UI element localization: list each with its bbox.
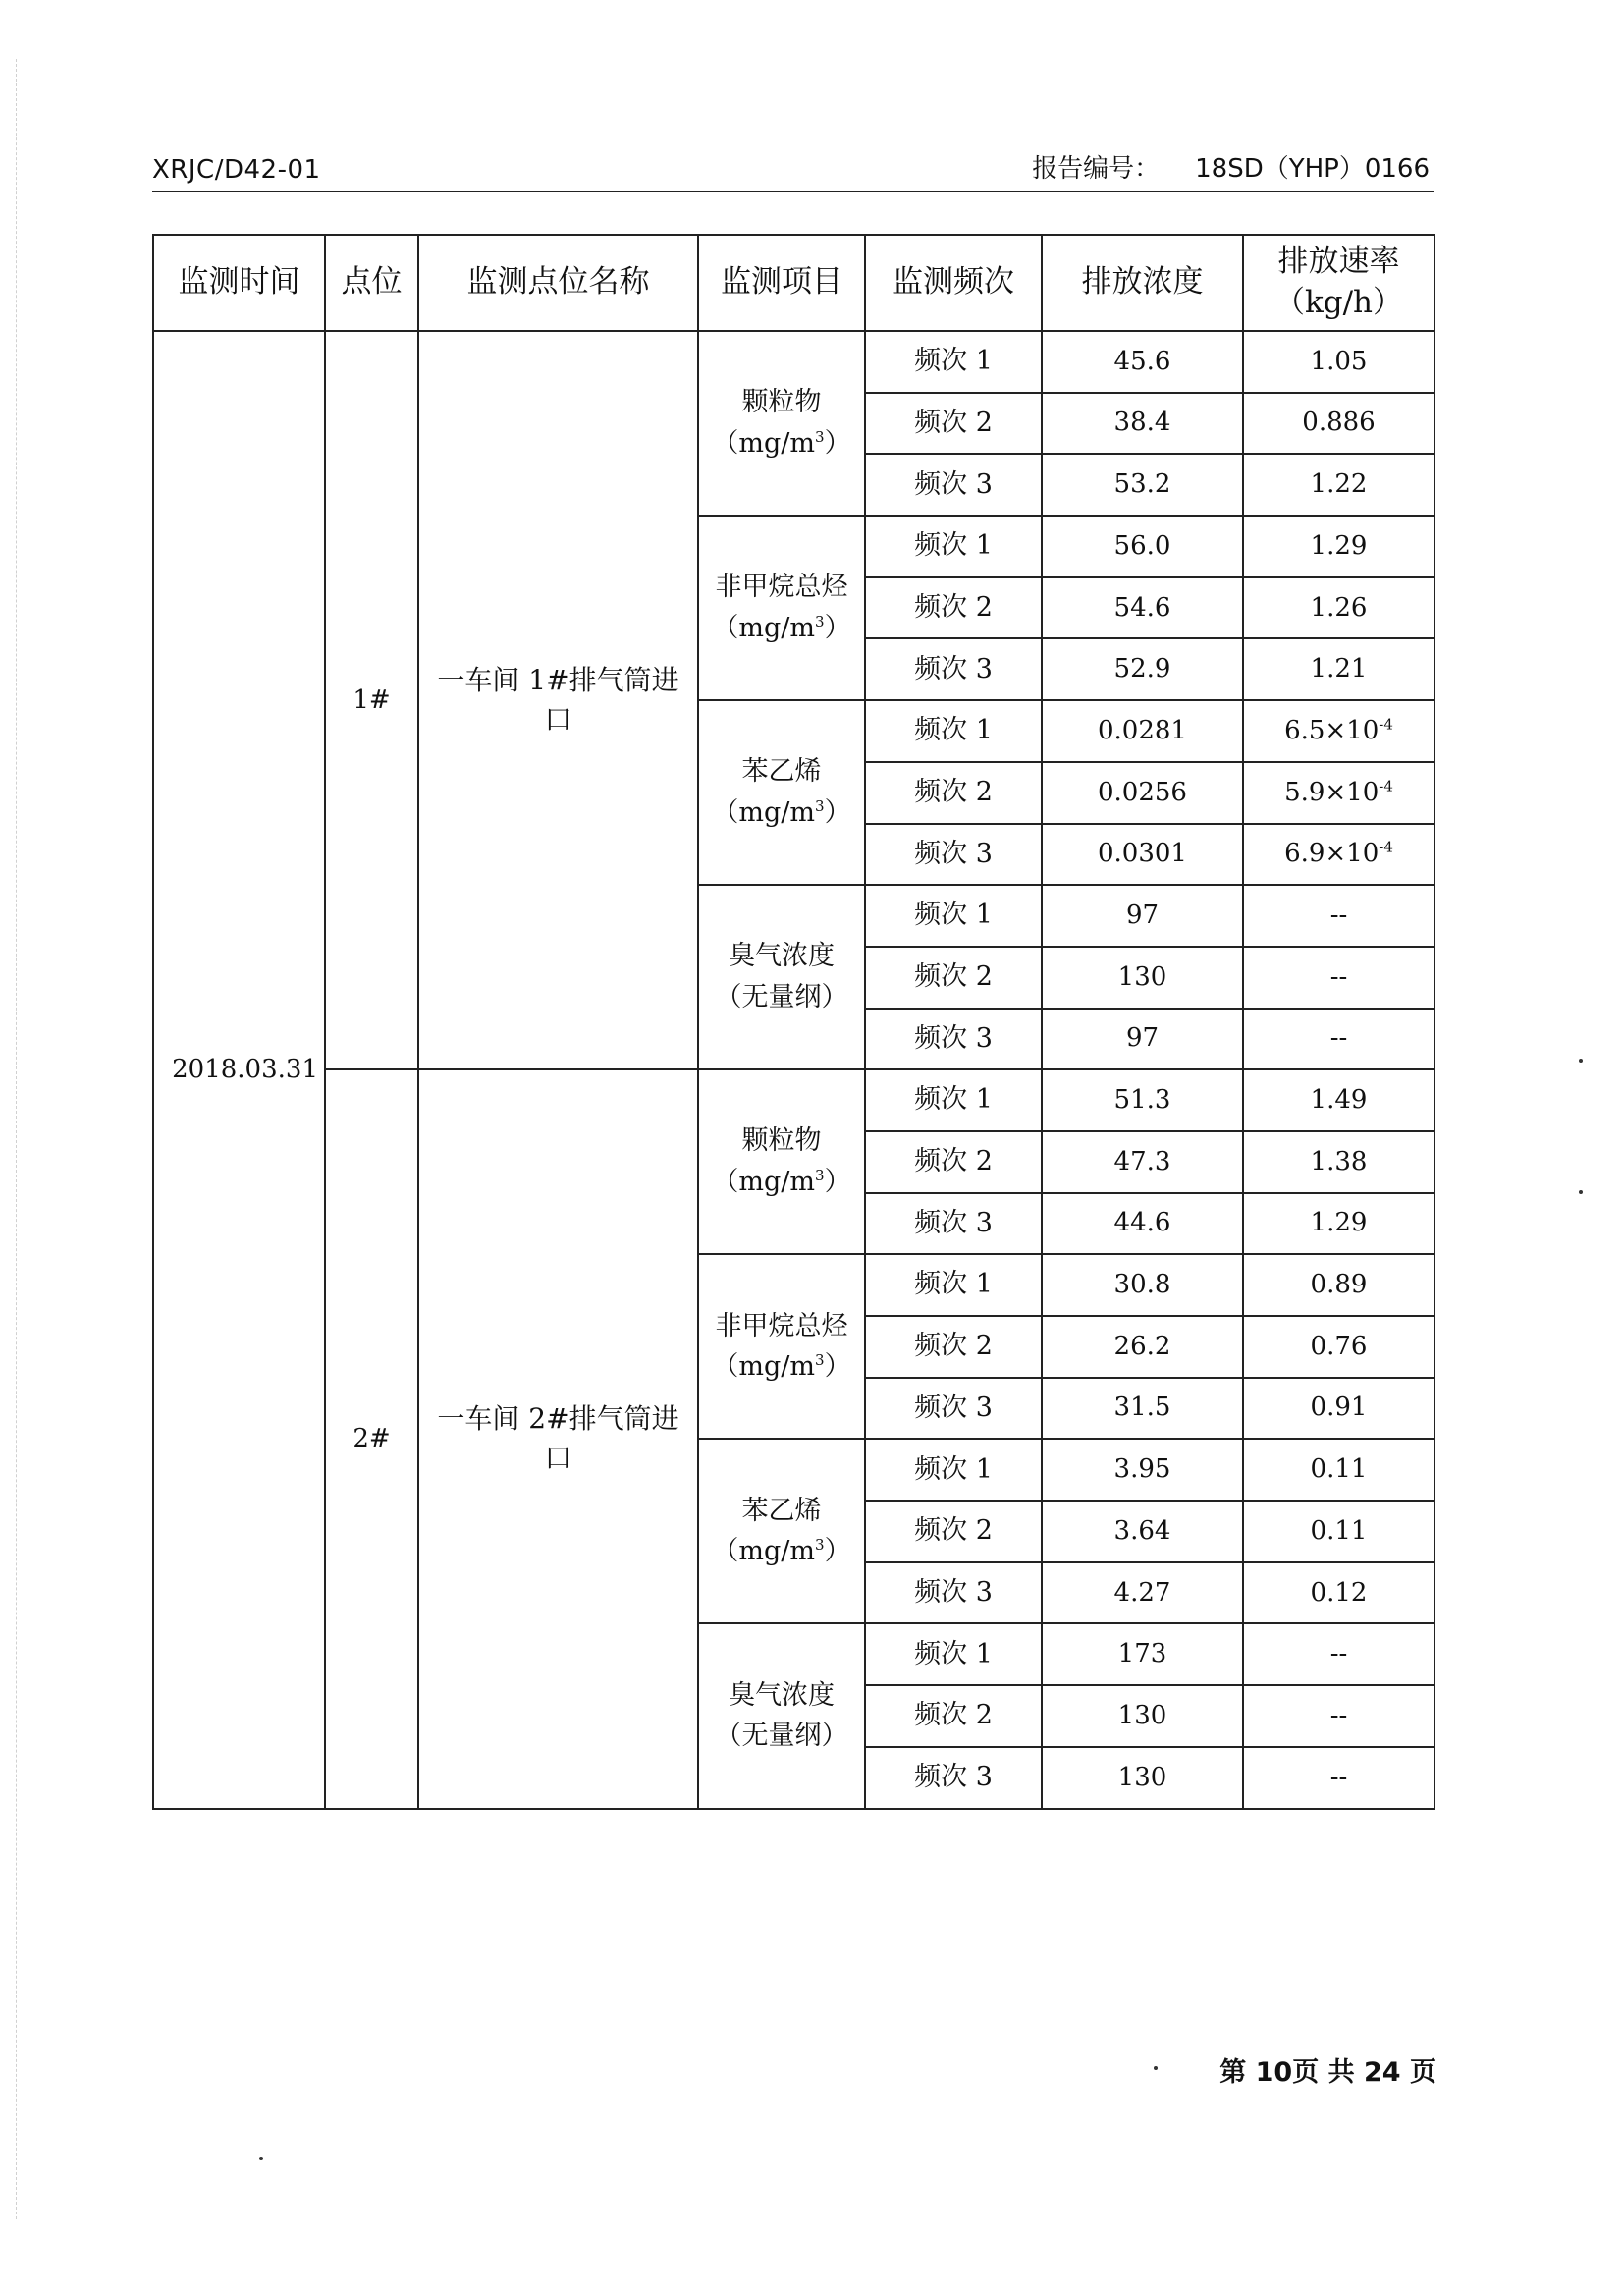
item-unit-sup: 3 <box>815 1536 825 1555</box>
item-unit-sup: 3 <box>815 1167 825 1185</box>
item-unit-end: ） <box>824 1167 851 1198</box>
frequency-cell: 频次 3 <box>865 638 1042 700</box>
rate-exponent: -4 <box>1379 715 1393 734</box>
concentration-cell: 97 <box>1042 1009 1243 1070</box>
rate-cell <box>1243 1623 1434 1685</box>
table-body <box>153 331 1434 1809</box>
item-unit-sup: 3 <box>815 613 825 631</box>
scan-speck <box>1579 1190 1583 1194</box>
rate-value: 0.11 <box>1310 1454 1368 1485</box>
rate-cell <box>1243 516 1434 577</box>
rate-cell <box>1243 824 1434 886</box>
rate-value: 1.21 <box>1310 654 1368 684</box>
rate-cell <box>1243 947 1434 1009</box>
item-unit-sup: 3 <box>815 1351 825 1370</box>
rate-value: 1.22 <box>1310 469 1368 500</box>
item-name: 非甲烷总烃 <box>715 1310 848 1341</box>
frequency-cell: 频次 2 <box>865 577 1042 639</box>
item-unit: （无量纲） <box>715 1721 848 1752</box>
page-header <box>152 147 1434 192</box>
monitoring-item <box>698 1254 865 1439</box>
scan-speck <box>259 2157 263 2160</box>
table-row <box>153 1069 1434 1131</box>
concentration-cell: 51.3 <box>1042 1069 1243 1131</box>
item-unit-end: ） <box>824 428 851 460</box>
concentration-cell: 31.5 <box>1042 1378 1243 1440</box>
rate-value: 0.886 <box>1302 408 1376 438</box>
frequency-cell: 频次 1 <box>865 885 1042 947</box>
monitoring-item <box>698 1439 865 1623</box>
rate-cell <box>1243 577 1434 639</box>
rate-value: 1.05 <box>1310 346 1368 376</box>
scan-speck <box>1579 1059 1583 1063</box>
report-number-value: 18SD（YHP）0166 <box>1195 154 1430 184</box>
item-name: 臭气浓度 <box>729 941 835 972</box>
concentration-cell: 130 <box>1042 1685 1243 1747</box>
rate-cell <box>1243 393 1434 455</box>
item-name: 臭气浓度 <box>729 1679 835 1711</box>
rate-value: 5.9×10 <box>1284 777 1380 807</box>
frequency-cell: 频次 1 <box>865 1254 1042 1316</box>
rate-value: 1.26 <box>1310 592 1368 623</box>
frequency-cell: 频次 1 <box>865 1623 1042 1685</box>
item-unit: （mg/m <box>712 1351 816 1383</box>
rate-cell <box>1243 1316 1434 1378</box>
report-number-label: 报告编号： <box>1032 154 1161 184</box>
frequency-cell: 频次 2 <box>865 393 1042 455</box>
rate-cell <box>1243 1254 1434 1316</box>
item-unit: （无量纲） <box>715 982 848 1013</box>
frequency-cell: 频次 1 <box>865 1439 1042 1501</box>
column-header-text: 监测项目 <box>721 264 842 301</box>
frequency-cell: 频次 3 <box>865 1009 1042 1070</box>
frequency-cell: 频次 2 <box>865 1501 1042 1562</box>
frequency-cell: 频次 2 <box>865 947 1042 1009</box>
page-footer: 第 10页 共 24 页 <box>1219 2057 1436 2088</box>
rate-cell <box>1243 1009 1434 1070</box>
frequency-cell: 频次 3 <box>865 1747 1042 1809</box>
column-header <box>865 235 1042 331</box>
monitoring-date: 2018.03.31 <box>153 331 325 1809</box>
item-unit: （mg/m <box>712 428 816 460</box>
frequency-cell: 频次 1 <box>865 700 1042 762</box>
table-header <box>153 235 1434 331</box>
item-unit: （mg/m <box>712 613 816 644</box>
concentration-cell: 0.0301 <box>1042 824 1243 886</box>
item-unit: （mg/m <box>712 1536 816 1567</box>
monitoring-item <box>698 1069 865 1254</box>
concentration-cell: 47.3 <box>1042 1131 1243 1193</box>
concentration-cell: 130 <box>1042 1747 1243 1809</box>
frequency-cell: 频次 3 <box>865 1193 1042 1255</box>
rate-value: 1.29 <box>1310 1208 1368 1238</box>
column-header-text: 监测频次 <box>893 264 1014 301</box>
item-unit-sup: 3 <box>815 797 825 816</box>
column-header-text: 点位 <box>341 264 403 301</box>
frequency-cell: 频次 3 <box>865 454 1042 516</box>
rate-cell <box>1243 1501 1434 1562</box>
rate-cell <box>1243 1193 1434 1255</box>
concentration-cell: 54.6 <box>1042 577 1243 639</box>
item-unit: （mg/m <box>712 1167 816 1198</box>
item-unit-sup: 3 <box>815 428 825 447</box>
frequency-cell: 频次 2 <box>865 1131 1042 1193</box>
point-name: 一车间 1#排气筒进口 <box>418 331 698 1069</box>
concentration-cell: 0.0256 <box>1042 762 1243 824</box>
concentration-cell: 173 <box>1042 1623 1243 1685</box>
rate-value: 6.9×10 <box>1284 839 1380 869</box>
rate-value: -- <box>1329 1700 1348 1730</box>
concentration-cell: 130 <box>1042 947 1243 1009</box>
scan-speck <box>1154 2066 1158 2070</box>
rate-cell <box>1243 1069 1434 1131</box>
monitoring-table <box>152 234 1435 1810</box>
concentration-cell: 56.0 <box>1042 516 1243 577</box>
rate-cell <box>1243 1378 1434 1440</box>
frequency-cell: 频次 2 <box>865 762 1042 824</box>
concentration-cell: 0.0281 <box>1042 700 1243 762</box>
rate-value: 0.11 <box>1310 1515 1368 1546</box>
rate-value: -- <box>1329 1023 1348 1054</box>
scan-margin-line <box>16 59 17 2219</box>
item-name: 苯乙烯 <box>741 756 822 788</box>
column-header <box>1243 235 1434 331</box>
concentration-cell: 26.2 <box>1042 1316 1243 1378</box>
rate-cell <box>1243 1685 1434 1747</box>
column-header-text: （kg/h） <box>1273 285 1404 320</box>
rate-value: 1.38 <box>1310 1146 1368 1176</box>
concentration-cell: 97 <box>1042 885 1243 947</box>
concentration-cell: 3.95 <box>1042 1439 1243 1501</box>
concentration-cell: 44.6 <box>1042 1193 1243 1255</box>
rate-value: 6.5×10 <box>1284 715 1380 745</box>
rate-cell <box>1243 762 1434 824</box>
column-header <box>325 235 418 331</box>
item-name: 非甲烷总烃 <box>715 572 848 603</box>
monitoring-item <box>698 1623 865 1808</box>
item-unit-end: ） <box>824 613 851 644</box>
item-unit-end: ） <box>824 1536 851 1567</box>
column-header-text: 排放速率 <box>1277 244 1400 280</box>
concentration-cell: 4.27 <box>1042 1562 1243 1624</box>
rate-value: 0.91 <box>1310 1393 1368 1423</box>
rate-cell <box>1243 454 1434 516</box>
rate-cell <box>1243 1131 1434 1193</box>
column-header-text: 监测点位名称 <box>466 264 650 301</box>
rate-value: 0.89 <box>1310 1270 1368 1300</box>
item-name: 苯乙烯 <box>741 1495 822 1526</box>
column-header-text: 监测时间 <box>178 264 300 301</box>
rate-value: -- <box>1329 900 1348 930</box>
rate-value: -- <box>1329 961 1348 992</box>
column-header <box>418 235 698 331</box>
item-unit-end: ） <box>824 797 851 829</box>
concentration-cell: 38.4 <box>1042 393 1243 455</box>
rate-value: 1.29 <box>1310 530 1368 561</box>
frequency-cell: 频次 2 <box>865 1316 1042 1378</box>
frequency-cell: 频次 1 <box>865 516 1042 577</box>
rate-cell <box>1243 1747 1434 1809</box>
rate-value: 0.76 <box>1310 1331 1368 1361</box>
rate-cell <box>1243 638 1434 700</box>
item-name: 颗粒物 <box>741 1125 822 1157</box>
point-name: 一车间 2#排气筒进口 <box>418 1069 698 1808</box>
column-header <box>1042 235 1243 331</box>
frequency-cell: 频次 1 <box>865 331 1042 393</box>
rate-value: 0.12 <box>1310 1577 1368 1608</box>
rate-cell <box>1243 331 1434 393</box>
item-name: 颗粒物 <box>741 387 822 418</box>
rate-cell <box>1243 885 1434 947</box>
frequency-cell: 频次 2 <box>865 1685 1042 1747</box>
monitoring-item <box>698 700 865 885</box>
concentration-cell: 3.64 <box>1042 1501 1243 1562</box>
concentration-cell: 30.8 <box>1042 1254 1243 1316</box>
doc-code: XRJC/D42-01 <box>152 155 321 185</box>
point-id: 1# <box>325 331 418 1069</box>
rate-value: -- <box>1329 1762 1348 1792</box>
monitoring-item <box>698 331 865 516</box>
rate-exponent: -4 <box>1379 838 1393 856</box>
item-unit-end: ） <box>824 1351 851 1383</box>
column-header <box>153 235 325 331</box>
column-header-text: 排放浓度 <box>1081 264 1204 301</box>
frequency-cell: 频次 3 <box>865 824 1042 886</box>
rate-exponent: -4 <box>1379 776 1393 794</box>
column-header <box>698 235 865 331</box>
monitoring-item <box>698 516 865 700</box>
report-number <box>1032 148 1430 185</box>
rate-value: -- <box>1329 1639 1348 1669</box>
frequency-cell: 频次 3 <box>865 1378 1042 1440</box>
frequency-cell: 频次 3 <box>865 1562 1042 1624</box>
rate-cell <box>1243 1439 1434 1501</box>
frequency-cell: 频次 1 <box>865 1069 1042 1131</box>
table-row <box>153 331 1434 393</box>
concentration-cell: 53.2 <box>1042 454 1243 516</box>
rate-cell <box>1243 700 1434 762</box>
monitoring-item <box>698 885 865 1069</box>
point-id: 2# <box>325 1069 418 1808</box>
concentration-cell: 52.9 <box>1042 638 1243 700</box>
rate-cell <box>1243 1562 1434 1624</box>
rate-value: 1.49 <box>1310 1085 1368 1116</box>
item-unit: （mg/m <box>712 797 816 829</box>
concentration-cell: 45.6 <box>1042 331 1243 393</box>
